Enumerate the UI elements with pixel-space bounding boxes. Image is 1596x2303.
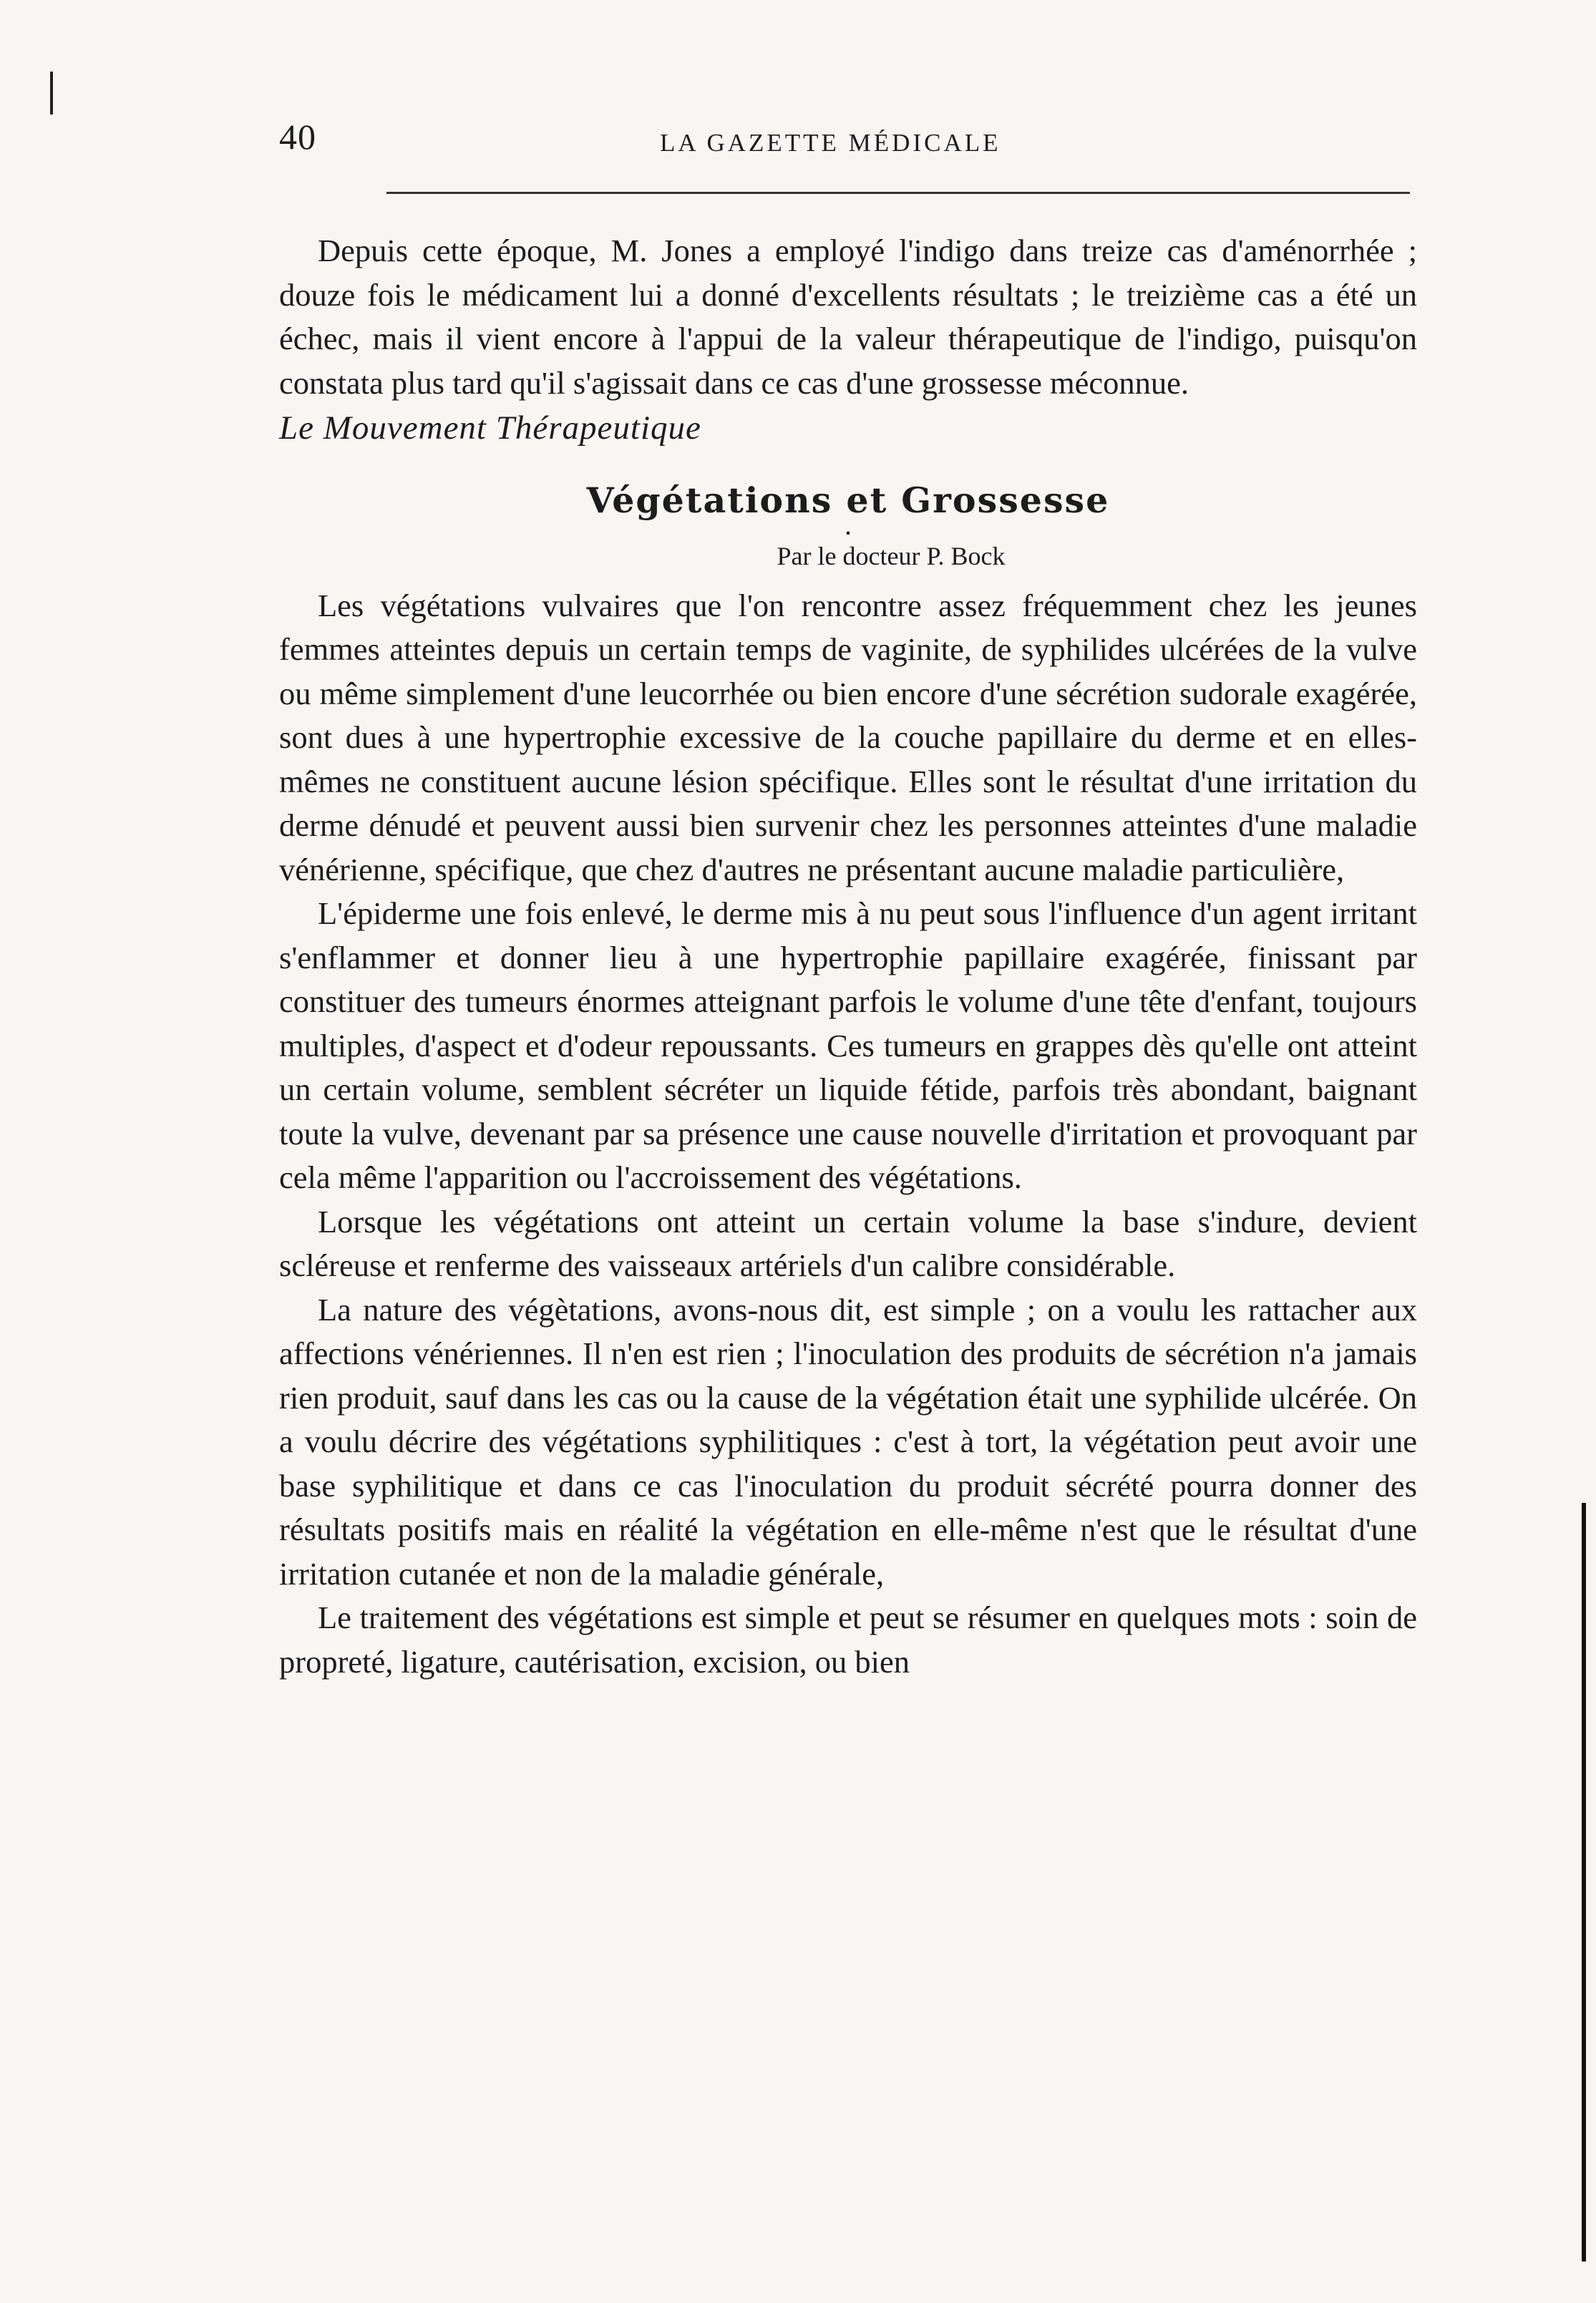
article-byline: Par le docteur P. Bock <box>777 541 1006 570</box>
page-header <box>279 107 1417 157</box>
article-paragraph: L'épiderme une fois enlevé, le derme mis à nu peut sous l'influence d'un agent irritant s'enflammer et donner lieu à une hypertrophie papillaire exagérée, finissant par constituer des tumeurs énormes atteignant parfois le volume d'une tête d'enfant, toujours multiples, d'aspect et d'odeur repoussants. Ces tumeurs en grappes dès qu'elle ont atteint un certain volume, semblent sécréter un liquide fétide, parfois très abondant, baignant toute la vulve, devenant par sa présence une cause nouvelle d'irritation et provoquant par cela même l'apparition ou l'accroissement des végétations. <box>279 895 1417 1195</box>
header-rule <box>386 192 1410 194</box>
scan-margin-mark <box>50 72 53 115</box>
article-paragraph: Lorsque les végétations ont atteint un certain volume la base s'indure, devient scléreuse et renferme des vaisseaux artériels d'un calibre considérable. <box>279 1203 1417 1283</box>
article-paragraph: La nature des végètations, avons-nous dit, est simple ; on a voulu les rattacher aux affections vénériennes. Il n'en est rien ; l'inoculation des produits de sécrétion n'a jamais rien produit, sauf dans les cas ou la cause de la végétation était une syphilide ulcérée. On a voulu décrire des végétations syphilitiques : c'est à tort, la végétation peut avoir une base syphilitique et dans ce cas l'inoculation du produit sécrété pourra donner des résultats positifs mais en réalité la végétation en elle-même n'est que le résultat d'une irritation cutanée et non de la maladie générale, <box>279 1291 1417 1592</box>
running-title: LA GAZETTE MÉDICALE <box>660 129 1001 157</box>
scan-edge-mark <box>1582 1503 1586 2261</box>
article-paragraph: Les végétations vulvaires que l'on rencontre assez fréquemment chez les jeunes femmes atteintes depuis un certain temps de vaginite, de syphilides ulcérées de la vulve ou même simplement d'une leucorrhée ou bien encore d'une sécrétion sudorale exagérée, sont dues à une hypertrophie excessive de la couche papillaire du derme et en elles-mêmes ne constituent aucune lésion spécifique. Elles sont le résultat d'une irritation du derme dénudé et peuvent aussi bien survenir chez les personnes atteintes d'une maladie vénérienne, spécifique, que chez d'autres ne présentant aucune maladie particulière, <box>279 587 1417 887</box>
header-rule-line <box>386 192 1410 194</box>
article-paragraph: Le traitement des végétations est simple et peut se résumer en quelques mots : soin de propreté, ligature, cautérisation, excision, ou bien <box>279 1600 1417 1680</box>
intro-paragraph: Depuis cette époque, M. Jones a employé l'indigo dans treize cas d'aménorrhée ; douze fois le médicament lui a donné d'excellents résultats ; le treizième cas a été un échec, mais il vient encore à l'appui de la valeur thérapeutique de l'indigo, puisqu'on constata plus tard qu'il s'agissait dans ce cas d'une grossesse méconnue. <box>279 233 1417 401</box>
page <box>279 107 1417 157</box>
source-citation: Le Mouvement Thérapeutique <box>279 409 701 447</box>
page-number: 40 <box>279 117 316 157</box>
article-title: Végétations et Grossesse <box>586 479 1110 521</box>
title-dot: • <box>845 525 851 542</box>
page-body <box>279 229 1417 1684</box>
